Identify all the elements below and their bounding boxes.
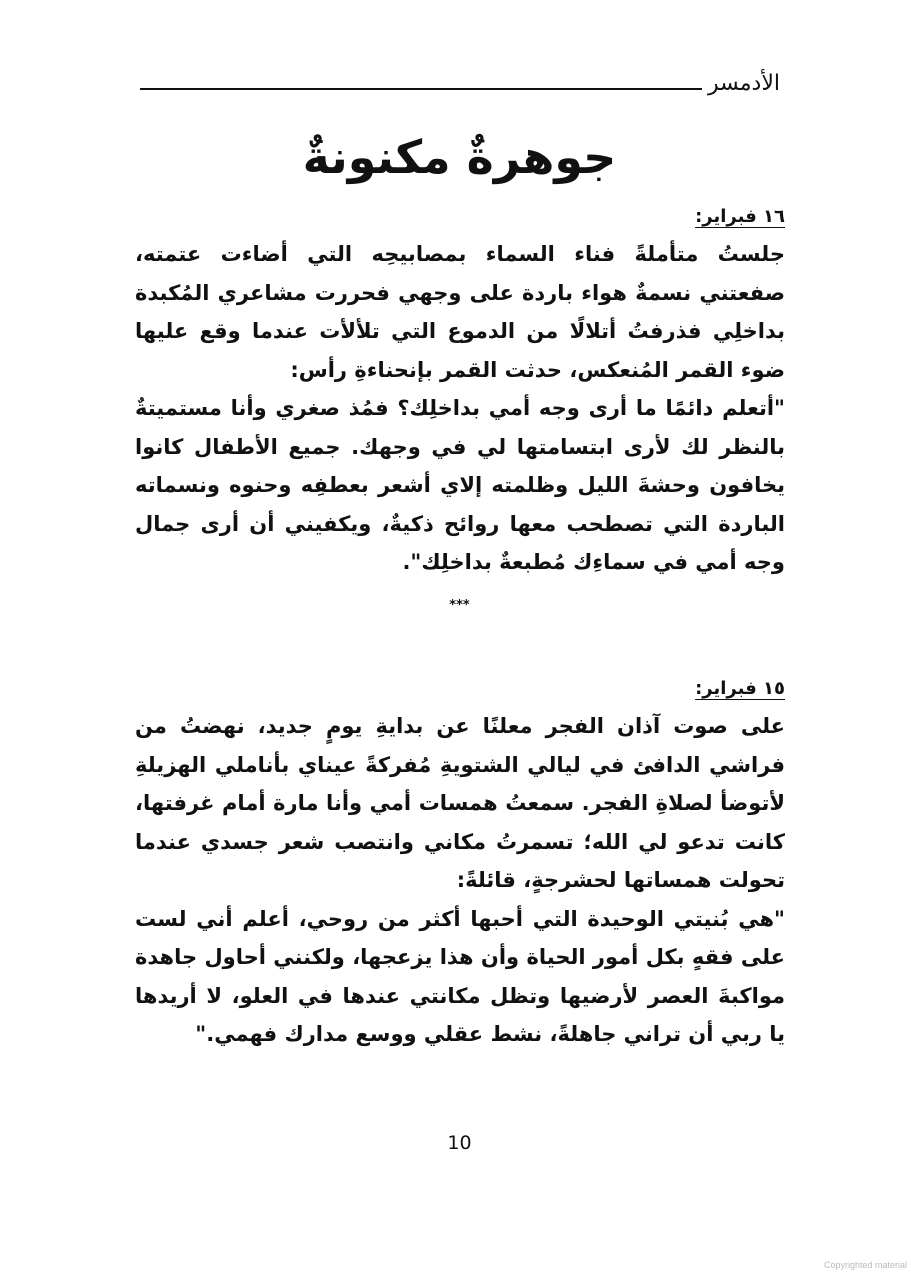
entry-feb-16	[135, 206, 785, 582]
entry-feb-15	[135, 678, 785, 1054]
entry-paragraph: "هي بُنيتي الوحيدة التي أحبها أكثر من روحي، أعلم أني لست على فقهٍ بكل أمور الحياة وأن هذا يزعجها، ولكنني أحاول جاهدة مواكبةَ العصر لأرضيها وتظل مكانتي عندها في العلو، لا أريدها يا ربي أن تراني جاهلةً، نشط عقلي ووسع مدارك فهمي."	[135, 906, 785, 1046]
entry-date: ١٥ فبراير:	[695, 678, 785, 699]
running-header	[140, 62, 780, 96]
entry-paragraph: جلستُ متأملةً فناء السماء بمصابيحِه التي أضاءت عتمته، صفعتني نسمةٌ هواء باردة على وجهي فحررت مشاعري المُكبدة بداخلِي فذرفتُ أتلالًا من الدموع التي تلألأت عندما وقع عليها ضوء القمر المُنعكس، حدثت القمر بإنحناءةِ رأس:	[135, 242, 785, 382]
entry-paragraph: "أتعلم دائمًا ما أرى وجه أمي بداخلِك؟ فمُذ صغري وأنا مستميتةٌ بالنظر لك لأرى ابتسامتها لي في وجهك. جميع الأطفال كانوا يخافون وحشةَ الليل وظلمته إلاي أشعر بعطفِه وحنوه ونسماته الباردة التي تصطحب معها روائح ذكيةٌ، ويكفيني أن أرى جمال وجه أمي في سماءِك مُطبعةٌ بداخلِك".	[135, 396, 785, 574]
section-separator: ***	[449, 598, 470, 613]
page-number: 10	[447, 1132, 472, 1154]
header-rule	[140, 88, 702, 90]
entry-date: ١٦ فبراير:	[695, 206, 785, 227]
chapter-title: جوهرةٌ مكنونةٌ	[302, 130, 617, 184]
header-book-name: الأدمسر	[707, 71, 780, 96]
copyright-watermark: Copyrighted material	[823, 1260, 907, 1270]
entry-paragraph: على صوت آذان الفجر معلنًا عن بدايةِ يومٍ جديد، نهضتُ من فراشي الدافئ في ليالي الشتويةِ مُفركةً عيناي بأناملي الهزيلةِ لأتوضأ لصلاةِ الفجر. سمعتُ همسات أمي وأنا مارة أمام غرفتها، كانت تدعو لي الله؛ تسمرتُ مكاني وانتصب شعر جسدي عندما تحولت همساتها لحشرجةٍ، قائلةً:	[135, 714, 785, 892]
